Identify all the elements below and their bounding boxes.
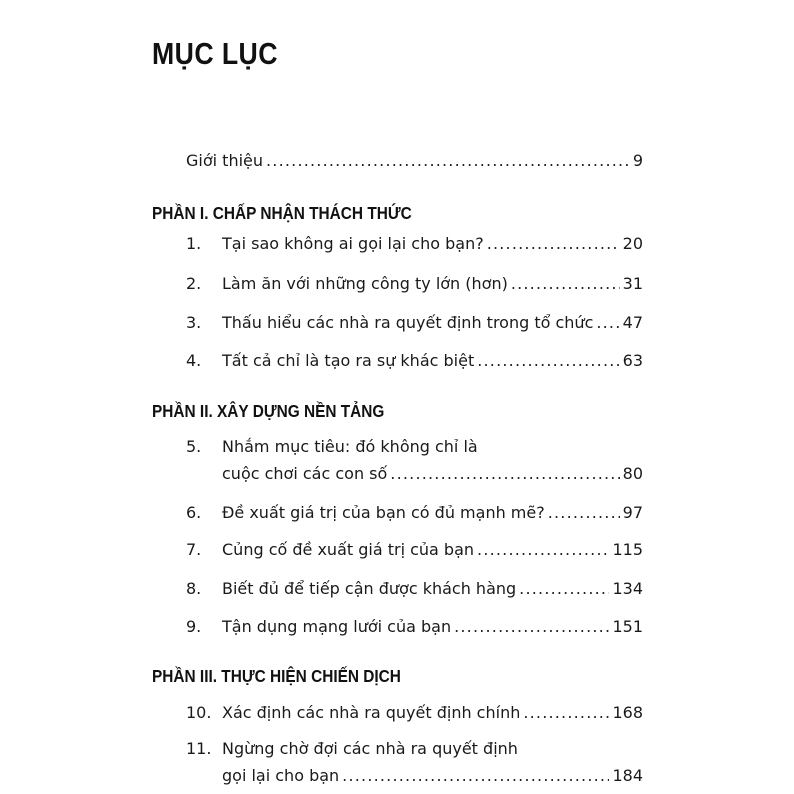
toc-entry-9[interactable]	[186, 615, 643, 639]
entry-number: 8.	[186, 579, 202, 598]
dot-leader	[596, 311, 619, 335]
dot-leader	[342, 764, 609, 788]
entry-page: 151	[612, 617, 643, 636]
part-heading-1: PHẦN I. CHẤP NHẬN THÁCH THỨC	[152, 203, 412, 223]
toc-entry-7[interactable]	[186, 538, 643, 562]
entry-page: 9	[632, 151, 643, 170]
entry-title: cuộc chơi các con số	[222, 464, 388, 483]
entry-number: 1.	[186, 234, 202, 253]
entry-title: Củng cố đề xuất giá trị của bạn	[222, 540, 475, 559]
toc-entry-1[interactable]	[186, 232, 643, 256]
entry-title: Giới thiệu	[186, 151, 264, 170]
toc-entry-2[interactable]	[186, 272, 643, 296]
entry-page: 134	[612, 579, 643, 598]
toc-entry-11[interactable]	[186, 764, 643, 788]
toc-entry-8[interactable]	[186, 577, 643, 601]
entry-number: 3.	[186, 313, 202, 332]
toc-entry-3[interactable]	[186, 311, 643, 335]
entry-number: 5.	[186, 437, 202, 456]
dot-leader	[523, 701, 609, 725]
entry-title: Tất cả chỉ là tạo ra sự khác biệt	[222, 351, 475, 370]
entry-page: 97	[622, 503, 643, 522]
page-title: MỤC LỤC	[152, 36, 278, 71]
dot-leader	[266, 149, 630, 173]
entry-title: Biết đủ để tiếp cận được khách hàng	[222, 579, 517, 598]
entry-title: Tại sao không ai gọi lại cho bạn?	[222, 234, 484, 253]
toc-entry-5-line1[interactable]	[186, 435, 643, 459]
entry-page: 115	[612, 540, 643, 559]
dot-leader	[477, 538, 609, 562]
toc-entry-4[interactable]	[186, 349, 643, 373]
entry-page: 47	[622, 313, 643, 332]
entry-number: 4.	[186, 351, 202, 370]
entry-page: 80	[622, 464, 643, 483]
toc-entry-5[interactable]	[186, 462, 643, 486]
entry-title: gọi lại cho bạn	[222, 766, 340, 785]
entry-page: 31	[622, 274, 643, 293]
dot-leader	[477, 349, 619, 373]
entry-page: 63	[622, 351, 643, 370]
entry-title: Xác định các nhà ra quyết định chính	[222, 703, 521, 722]
dot-leader	[454, 615, 609, 639]
entry-number: 10.	[186, 703, 212, 722]
dot-leader	[390, 462, 619, 486]
entry-title-line1: Nhắm mục tiêu: đó không chỉ là	[222, 437, 478, 456]
toc-entry-6[interactable]	[186, 501, 643, 525]
entry-title: Làm ăn với những công ty lớn (hơn)	[222, 274, 508, 293]
dot-leader	[487, 232, 620, 256]
entry-number: 2.	[186, 274, 202, 293]
part-heading-3: PHẦN III. THỰC HIỆN CHIẾN DỊCH	[152, 666, 401, 686]
entry-number: 11.	[186, 739, 212, 758]
entry-title: Đề xuất giá trị của bạn có đủ mạnh mẽ?	[222, 503, 545, 522]
dot-leader	[548, 501, 620, 525]
entry-page: 168	[612, 703, 643, 722]
toc-entry-intro[interactable]	[186, 149, 643, 173]
entry-title: Tận dụng mạng lưới của bạn	[222, 617, 452, 636]
dot-leader	[511, 272, 620, 296]
entry-number: 6.	[186, 503, 202, 522]
entry-page: 20	[622, 234, 643, 253]
entry-number: 9.	[186, 617, 202, 636]
entry-number: 7.	[186, 540, 202, 559]
dot-leader	[519, 577, 609, 601]
entry-title-line1: Ngừng chờ đợi các nhà ra quyết định	[222, 739, 518, 758]
toc-entry-11-line1[interactable]	[186, 737, 643, 761]
toc-entry-10[interactable]	[186, 701, 643, 725]
part-heading-2: PHẦN II. XÂY DỰNG NỀN TẢNG	[152, 401, 385, 421]
entry-page: 184	[612, 766, 643, 785]
entry-title: Thấu hiểu các nhà ra quyết định trong tổ chức	[222, 313, 594, 332]
